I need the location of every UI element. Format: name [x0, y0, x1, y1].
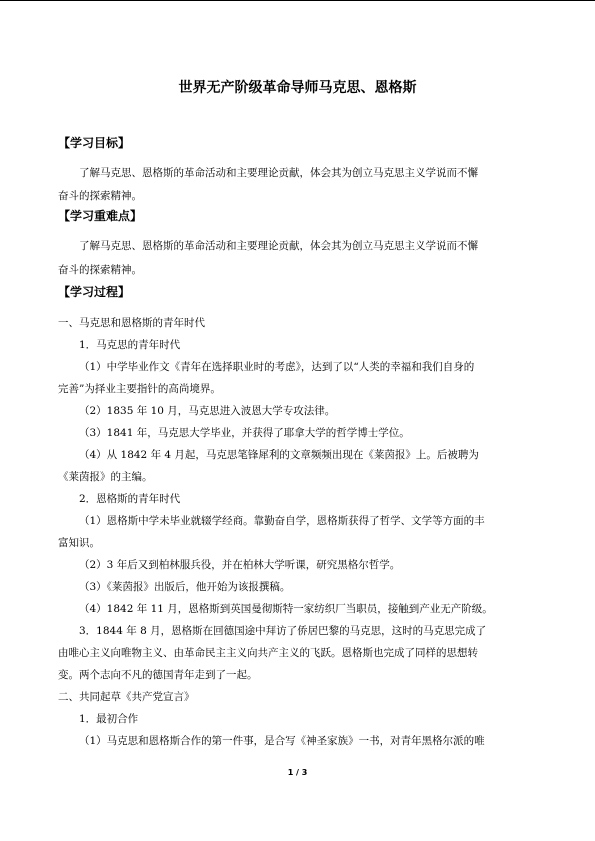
process-section-1-title: 一、马克思和恩格斯的青年时代 [58, 317, 205, 329]
process-item-1-1-4-line-2: 《莱茵报》的主编。 [58, 471, 153, 483]
process-subsection-1-3-line-3: 变。两个志向不凡的德国青年走到了一起。 [58, 669, 258, 681]
process-section-2-title: 二、共同起草《共产党宣言》 [58, 691, 195, 703]
goals-paragraph-line-1: 了解马克思、恩格斯的革命活动和主要理论贡献，体会其为创立马克思主义学说而不懈 [79, 167, 478, 179]
goals-paragraph-line-2: 奋斗的探索精神。 [58, 190, 142, 202]
process-item-1-2-3: （3）《莱茵报》出版后，他开始为该报撰稿。 [79, 581, 291, 593]
process-subsection-2-1-title: 1．最初合作 [79, 713, 139, 725]
process-item-1-2-1-line-2: 富知识。 [58, 537, 100, 549]
process-item-2-1-1-line-1: （1）马克思和恩格斯合作的第一件事，是合写《神圣家族》一书，对青年黑格尔派的唯 [79, 735, 485, 747]
process-item-1-1-1-line-1: （1）中学毕业作文《青年在选择职业时的考虑》，达到了以“人类的幸福和我们自身的 [79, 361, 475, 373]
page-number: 1 / 3 [287, 768, 308, 777]
process-item-1-2-2: （2）3 年后又到柏林服兵役，并在柏林大学听课，研究黑格尔哲学。 [79, 559, 401, 571]
process-item-1-1-1-line-2: 完善”为择业主要指针的高尚境界。 [58, 383, 221, 395]
key-points-paragraph-line-1: 了解马克思、恩格斯的革命活动和主要理论贡献，体会其为创立马克思主义学说而不懈 [79, 240, 478, 252]
key-points-paragraph-line-2: 奋斗的探索精神。 [58, 264, 142, 276]
section-heading-process: 【学习过程】 [58, 285, 131, 299]
process-subsection-1-3-line-1: 3．1844 年 8 月，恩格斯在回德国途中拜访了侨居巴黎的马克思，这时的马克思完成了 [79, 625, 487, 637]
section-heading-goals: 【学习目标】 [58, 136, 131, 150]
process-item-1-1-2: （2）1835 年 10 月，马克思进入波恩大学专攻法律。 [79, 405, 336, 417]
process-item-1-1-4-line-1: （4）从 1842 年 4 月起，马克思笔锋犀利的文章频频出现在《莱茵报》上。后被聘为 [79, 449, 479, 461]
process-subsection-1-3-line-2: 由唯心主义向唯物主义、由革命民主主义向共产主义的飞跃。恩格斯也完成了同样的思想转 [58, 647, 478, 659]
section-heading-key-points: 【学习重难点】 [58, 209, 143, 223]
top-border-line [0, 0, 595, 1]
process-item-1-1-3: （3）1841 年，马克思大学毕业，并获得了耶拿大学的哲学博士学位。 [79, 427, 410, 439]
process-item-1-2-1-line-1: （1）恩格斯中学未毕业就辍学经商。靠勤奋自学，恩格斯获得了哲学、文学等方面的丰 [79, 515, 485, 527]
process-item-1-2-4: （4）1842 年 11 月，恩格斯到英国曼彻斯特一家纺织厂当职员，接触到产业无产阶级。 [79, 603, 493, 615]
page-title: 世界无产阶级革命导师马克思、恩格斯 [178, 80, 417, 96]
process-subsection-1-2-title: 2．恩格斯的青年时代 [79, 493, 181, 505]
process-subsection-1-1-title: 1．马克思的青年时代 [79, 339, 181, 351]
